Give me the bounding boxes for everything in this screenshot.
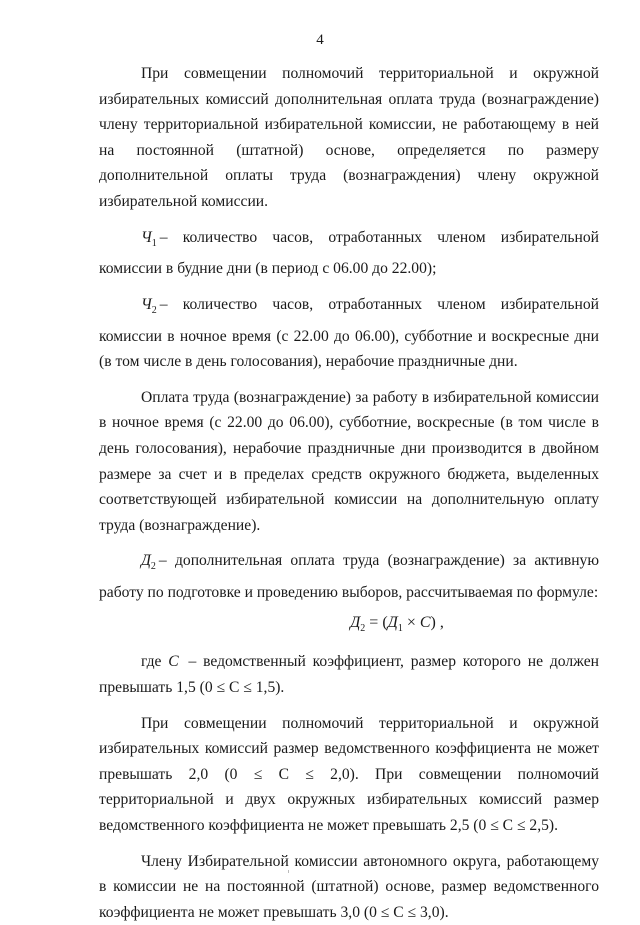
paragraph-night-work-pay: Оплата труда (вознаграждение) за работу в избирательной комиссии в ночное время (с 22.00 до 06.00), субботние, воскресные (в том числе в день голосования), нерабочие праздничные дни производится в двойном размере за счет и в пределах средств окружного бюджета, выделенных соответствующей избирательной комиссии на дополнительную оплату труда (вознаграждение). [99, 388, 599, 534]
page-number: 4 [316, 32, 324, 48]
d2-text: – дополнительная оплата труда (вознаграждение) за активную работу по подготовке и проведению выборов, рассчитываемая по формуле: [99, 552, 599, 602]
symbol-ch2: $Ч_2$ [141, 295, 157, 316]
paragraph-ch1-definition [99, 225, 599, 282]
coefficient-text: – ведомственный коэффициент, размер которого не должен превышать 1,5 (0 ≤ С ≤ 1,5). [99, 653, 599, 696]
ch1-text: – количество часов, отработанных членом избирательной комиссии в будние дни (в период с 06.00 до 22.00); [99, 228, 599, 278]
ch2-text: – количество часов, отработанных членом избирательной комиссии в ночное время (с 22.00 до 06.00), субботние и воскресные дни (в том числе в день голосования), нерабочие праздничные дни. [99, 295, 599, 371]
paragraph-coefficient-definition: где С – ведомственный коэффициент, размер которого не должен превышать 1,5 (0 ≤ С ≤ 1,5). [99, 653, 599, 696]
document-body [99, 61, 599, 925]
paragraph-coefficient-limits: При совмещении полномочий территориальной и окружной избирательных комиссий размер ведомственного коэффициента не может превышать 2,0 (0 ≤ С ≤ 2,0). При совмещении полномочий территориальной и двух окружных избирательных комиссий размер ведомственного коэффициента не может превышать 2,5 (0 ≤ С ≤ 2,5). [99, 714, 599, 834]
paragraph-d2-definition [99, 548, 599, 605]
paragraph-combined-commissions: При совмещении полномочий территориальной и окружной избирательных комиссий дополнительная оплата труда (вознаграждение) члену территориальной избирательной комиссии, не работающему в ней на постоянной (штатной) основе, определяется по размеру дополнительной оплаты труда (вознаграждения) члену окружной избирательной комиссии. [99, 65, 599, 210]
paragraph-ch2-definition [99, 292, 599, 375]
paragraph-autonomous-okrug-member: Члену Избирательной комиссии автономного округа, работающему в комиссии не на постоянной (штатной) основе, размер ведомственного коэффициента не может превышать 3,0 (0 ≤ С ≤ 3,0). [99, 852, 599, 921]
symbol-c: С [168, 653, 179, 671]
scan-artifact [288, 870, 289, 873]
symbol-ch1: $Ч_1$ [141, 228, 157, 249]
formula-d2: $Д_2 = (Д_1 \times C)$ , [350, 613, 444, 634]
symbol-d2: $Д_2$ [141, 552, 156, 573]
